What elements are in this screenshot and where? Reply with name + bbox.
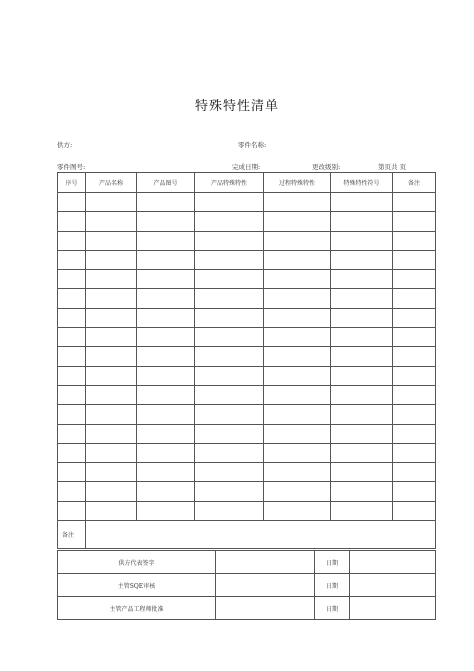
table-cell[interactable] xyxy=(137,308,195,327)
table-row xyxy=(58,366,436,385)
table-cell[interactable] xyxy=(264,289,331,308)
table-cell[interactable] xyxy=(393,328,436,347)
table-cell[interactable] xyxy=(195,270,264,289)
table-cell[interactable] xyxy=(264,212,331,231)
table-row xyxy=(58,443,436,462)
table-cell[interactable] xyxy=(393,231,436,250)
table-cell[interactable] xyxy=(393,366,436,385)
signoff-row xyxy=(58,551,436,574)
table-cell[interactable] xyxy=(58,424,86,443)
table-cell[interactable] xyxy=(86,366,137,385)
table-cell[interactable] xyxy=(58,212,86,231)
table-cell[interactable] xyxy=(195,212,264,231)
table-row xyxy=(58,270,436,289)
signoff-date-label: 日期 xyxy=(315,551,350,574)
table-cell[interactable] xyxy=(264,193,331,212)
table-cell[interactable] xyxy=(331,289,393,308)
table-cell[interactable] xyxy=(393,424,436,443)
table-row xyxy=(58,289,436,308)
col-header-product-characteristic: 产品特殊特性 xyxy=(195,173,264,193)
col-header-process-characteristic: 过程特殊特性 xyxy=(264,173,331,193)
signoff-signature-field[interactable] xyxy=(216,574,315,597)
table-row xyxy=(58,463,436,482)
table-cell[interactable] xyxy=(264,501,331,520)
table-cell[interactable] xyxy=(58,231,86,250)
table-cell[interactable] xyxy=(331,193,393,212)
col-header-characteristic-symbol: 特殊特性符号 xyxy=(331,173,393,193)
table-cell[interactable] xyxy=(58,463,86,482)
table-cell[interactable] xyxy=(195,463,264,482)
table-cell[interactable] xyxy=(137,289,195,308)
table-cell[interactable] xyxy=(393,405,436,424)
table-cell[interactable] xyxy=(264,270,331,289)
table-cell[interactable] xyxy=(393,308,436,327)
table-cell[interactable] xyxy=(195,289,264,308)
table-cell[interactable] xyxy=(393,289,436,308)
table-row xyxy=(58,405,436,424)
signoff-table xyxy=(57,550,436,620)
table-cell[interactable] xyxy=(195,482,264,501)
table-cell[interactable] xyxy=(264,328,331,347)
signoff-date-field[interactable] xyxy=(350,574,436,597)
table-cell[interactable] xyxy=(58,366,86,385)
table-cell[interactable] xyxy=(58,385,86,404)
table-cell[interactable] xyxy=(86,443,137,462)
table-cell[interactable] xyxy=(264,250,331,269)
signoff-row xyxy=(58,574,436,597)
table-cell[interactable] xyxy=(264,482,331,501)
special-characteristics-table xyxy=(57,172,436,549)
table-cell[interactable] xyxy=(58,193,86,212)
table-cell[interactable] xyxy=(58,270,86,289)
table-cell[interactable] xyxy=(86,347,137,366)
table-cell[interactable] xyxy=(264,443,331,462)
supplier-label: 供方: xyxy=(57,141,73,149)
table-cell[interactable] xyxy=(58,501,86,520)
table-cell[interactable] xyxy=(58,482,86,501)
table-cell[interactable] xyxy=(393,463,436,482)
table-cell[interactable] xyxy=(195,443,264,462)
col-header-seq: 序号 xyxy=(58,173,86,193)
table-row xyxy=(58,328,436,347)
table-cell[interactable] xyxy=(58,347,86,366)
col-header-product-name: 产品名称 xyxy=(86,173,137,193)
table-cell[interactable] xyxy=(264,308,331,327)
table-row xyxy=(58,482,436,501)
table-cell[interactable] xyxy=(331,270,393,289)
table-cell[interactable] xyxy=(58,250,86,269)
table-cell[interactable] xyxy=(393,212,436,231)
table-cell[interactable] xyxy=(86,424,137,443)
table-cell[interactable] xyxy=(393,250,436,269)
table-cell[interactable] xyxy=(331,308,393,327)
table-cell[interactable] xyxy=(195,328,264,347)
col-header-remarks: 备注 xyxy=(393,173,436,193)
table-cell[interactable] xyxy=(195,250,264,269)
table-cell[interactable] xyxy=(86,270,137,289)
table-cell[interactable] xyxy=(264,366,331,385)
table-cell[interactable] xyxy=(86,250,137,269)
table-cell[interactable] xyxy=(195,193,264,212)
signoff-date-field[interactable] xyxy=(350,597,436,620)
table-cell[interactable] xyxy=(264,463,331,482)
table-cell[interactable] xyxy=(195,347,264,366)
table-cell[interactable] xyxy=(264,231,331,250)
table-cell[interactable] xyxy=(264,347,331,366)
table-cell[interactable] xyxy=(331,328,393,347)
table-cell[interactable] xyxy=(393,443,436,462)
table-cell[interactable] xyxy=(137,328,195,347)
table-cell[interactable] xyxy=(86,308,137,327)
table-cell[interactable] xyxy=(331,405,393,424)
table-cell[interactable] xyxy=(393,501,436,520)
table-cell[interactable] xyxy=(137,212,195,231)
table-row xyxy=(58,212,436,231)
table-row xyxy=(58,347,436,366)
table-cell[interactable] xyxy=(331,231,393,250)
table-cell[interactable] xyxy=(137,405,195,424)
table-cell[interactable] xyxy=(195,385,264,404)
signoff-role-label: 供方代表签字 xyxy=(58,551,216,574)
table-cell[interactable] xyxy=(264,405,331,424)
table-cell[interactable] xyxy=(86,328,137,347)
table-cell[interactable] xyxy=(86,405,137,424)
table-cell[interactable] xyxy=(137,250,195,269)
table-cell[interactable] xyxy=(86,289,137,308)
table-cell[interactable] xyxy=(195,366,264,385)
table-row xyxy=(58,424,436,443)
table-cell[interactable] xyxy=(137,366,195,385)
signoff-date-label: 日期 xyxy=(315,574,350,597)
remarks-field[interactable] xyxy=(86,521,436,549)
signoff-signature-field[interactable] xyxy=(216,597,315,620)
completion-date-label: 完成日期: xyxy=(232,163,261,171)
table-cell[interactable] xyxy=(86,501,137,520)
table-cell[interactable] xyxy=(86,385,137,404)
table-cell[interactable] xyxy=(137,385,195,404)
table-row xyxy=(58,308,436,327)
table-cell[interactable] xyxy=(393,347,436,366)
table-cell[interactable] xyxy=(58,289,86,308)
part-name-label: 零件名称: xyxy=(238,141,267,149)
table-cell[interactable] xyxy=(264,424,331,443)
table-row xyxy=(58,231,436,250)
table-cell[interactable] xyxy=(195,231,264,250)
table-cell[interactable] xyxy=(393,270,436,289)
table-cell[interactable] xyxy=(86,231,137,250)
table-cell[interactable] xyxy=(195,501,264,520)
table-cell[interactable] xyxy=(58,308,86,327)
table-cell[interactable] xyxy=(393,385,436,404)
signoff-date-label: 日期 xyxy=(315,597,350,620)
table-cell[interactable] xyxy=(58,405,86,424)
table-cell[interactable] xyxy=(331,366,393,385)
table-cell[interactable] xyxy=(331,347,393,366)
table-cell[interactable] xyxy=(58,443,86,462)
page-count-label: 第页共 页 xyxy=(378,163,407,171)
remarks-row xyxy=(58,521,436,549)
table-cell[interactable] xyxy=(331,424,393,443)
signoff-date-field[interactable] xyxy=(350,551,436,574)
table-cell[interactable] xyxy=(331,463,393,482)
table-cell[interactable] xyxy=(137,463,195,482)
table-cell[interactable] xyxy=(331,385,393,404)
table-row xyxy=(58,501,436,520)
table-cell[interactable] xyxy=(195,424,264,443)
table-cell[interactable] xyxy=(331,212,393,231)
signoff-row xyxy=(58,597,436,620)
table-cell[interactable] xyxy=(195,308,264,327)
table-cell[interactable] xyxy=(393,482,436,501)
part-drawing-label: 零件图号: xyxy=(57,163,86,171)
table-row xyxy=(58,193,436,212)
signoff-role-label: 主管产品工程师批准 xyxy=(58,597,216,620)
col-header-product-drawing: 产品图号 xyxy=(137,173,195,193)
table-cell[interactable] xyxy=(137,443,195,462)
table-row xyxy=(58,250,436,269)
signoff-role-label: 主管SQE审核 xyxy=(58,574,216,597)
table-row xyxy=(58,385,436,404)
table-cell[interactable] xyxy=(137,231,195,250)
table-cell[interactable] xyxy=(331,482,393,501)
table-cell[interactable] xyxy=(137,193,195,212)
table-cell[interactable] xyxy=(86,193,137,212)
remarks-label: 备注 xyxy=(58,521,86,549)
table-cell[interactable] xyxy=(86,212,137,231)
table-cell[interactable] xyxy=(331,501,393,520)
signoff-signature-field[interactable] xyxy=(216,551,315,574)
table-header-row xyxy=(58,173,436,193)
table-cell[interactable] xyxy=(195,405,264,424)
table-cell[interactable] xyxy=(86,482,137,501)
table-cell[interactable] xyxy=(137,347,195,366)
table-cell[interactable] xyxy=(137,482,195,501)
table-cell[interactable] xyxy=(137,424,195,443)
table-cell[interactable] xyxy=(331,443,393,462)
page-title: 特殊特性清单 xyxy=(194,99,279,114)
table-cell[interactable] xyxy=(86,463,137,482)
table-cell[interactable] xyxy=(58,328,86,347)
change-level-label: 更改级别: xyxy=(312,163,341,171)
table-cell[interactable] xyxy=(393,193,436,212)
table-cell[interactable] xyxy=(264,385,331,404)
table-cell[interactable] xyxy=(331,250,393,269)
table-cell[interactable] xyxy=(137,270,195,289)
table-cell[interactable] xyxy=(137,501,195,520)
